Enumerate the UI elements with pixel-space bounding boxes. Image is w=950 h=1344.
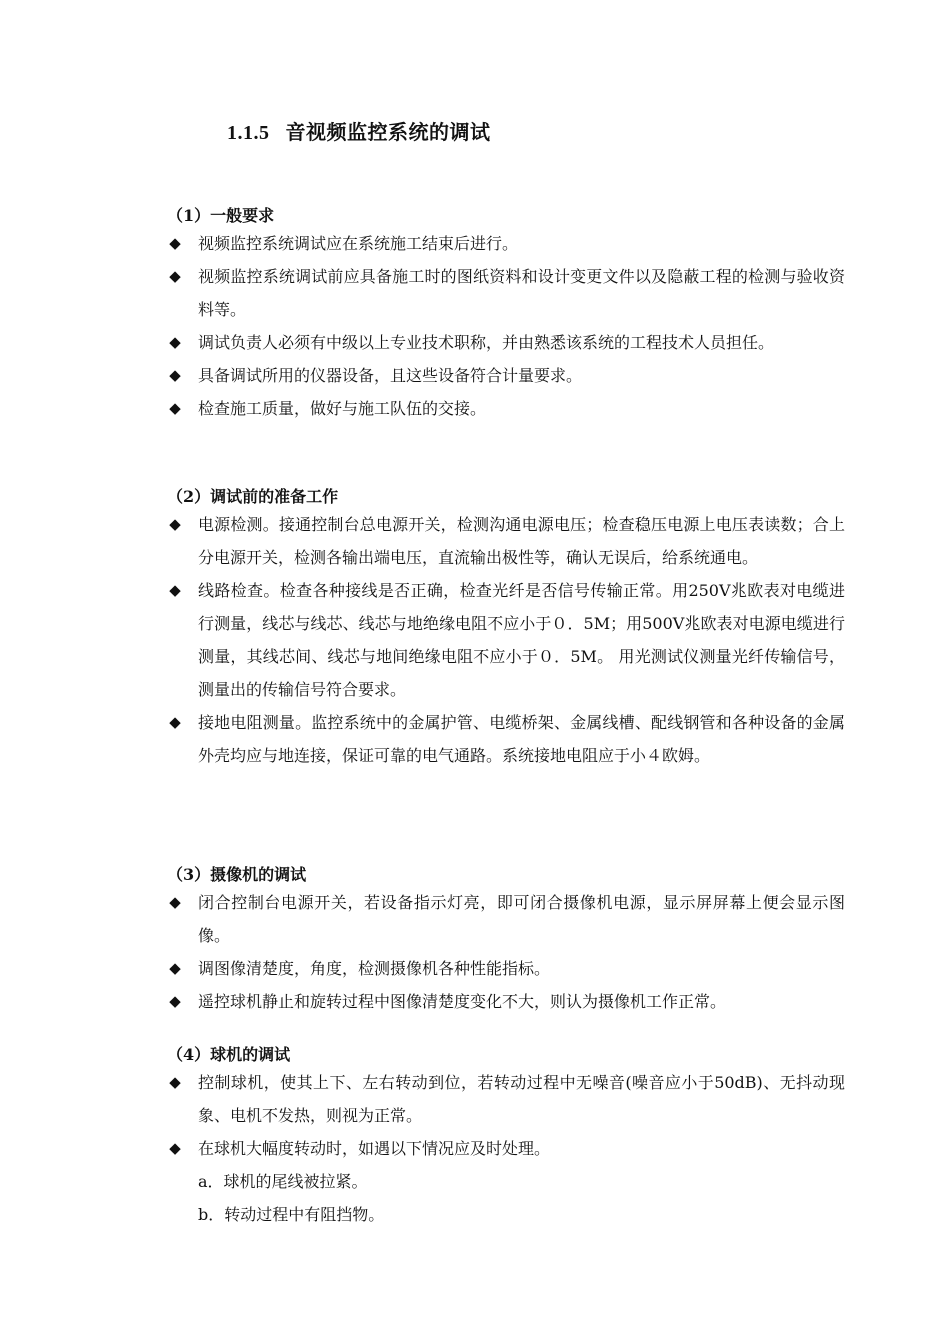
list-item: ◆ 视频监控系统调试前应具备施工时的图纸资料和设计变更文件以及隐蔽工程的检测与验收资料等。 xyxy=(165,260,845,326)
section-dome-camera-debugging xyxy=(165,1044,845,1231)
title-number: 1.1.5 xyxy=(227,122,270,144)
section-heading: （1）一般要求 xyxy=(167,206,275,225)
black-diamond-icon: ◆ xyxy=(169,333,181,351)
list-item: ◆ 接地电阻测量。监控系统中的金属护管、电缆桥架、金属线槽、配线钢管和各种设备的金属外壳均应与地连接，保证可靠的电气通路。系统接地电阻应于小４欧姆。 xyxy=(165,706,845,772)
black-diamond-icon: ◆ xyxy=(169,713,181,731)
black-diamond-icon: ◆ xyxy=(169,267,181,285)
black-diamond-icon: ◆ xyxy=(169,515,181,533)
section-heading: （2）调试前的准备工作 xyxy=(167,487,339,506)
section-heading: （4）球机的调试 xyxy=(167,1045,291,1064)
list-item: ◆ 视频监控系统调试应在系统施工结束后进行。 xyxy=(165,227,845,260)
list-item: ◆ 遥控球机静止和旋转过程中图像清楚度变化不大，则认为摄像机工作正常。 xyxy=(165,985,845,1018)
black-diamond-icon: ◆ xyxy=(169,366,181,384)
section-heading: （3）摄像机的调试 xyxy=(167,865,307,884)
black-diamond-icon: ◆ xyxy=(169,1139,181,1157)
section-camera-debugging xyxy=(165,864,845,1018)
black-diamond-icon: ◆ xyxy=(169,992,181,1010)
black-diamond-icon: ◆ xyxy=(169,581,181,599)
list-item: ◆ 具备调试所用的仪器设备，且这些设备符合计量要求。 xyxy=(165,359,845,392)
section-general-requirements xyxy=(165,205,845,425)
list-item: ◆ 电源检测。接通控制台总电源开关，检测沟通电源电压；检查稳压电源上电压表读数；合上分电源开关，检测各输出端电压，直流输出极性等，确认无误后，给系统通电。 xyxy=(165,508,845,574)
list-item: ◆ 调试负责人必须有中级以上专业技术职称，并由熟悉该系统的工程技术人员担任。 xyxy=(165,326,845,359)
list-item: ◆ 控制球机，使其上下、左右转动到位，若转动过程中无噪音(噪音应小于50dB)、无抖动现象、电机不发热，则视为正常。 xyxy=(165,1066,845,1132)
sub-list-item: a．球机的尾线被拉紧。 xyxy=(198,1172,368,1191)
black-diamond-icon: ◆ xyxy=(169,893,181,911)
list-item: ◆ 在球机大幅度转动时，如遇以下情况应及时处理。 xyxy=(165,1132,845,1165)
black-diamond-icon: ◆ xyxy=(169,399,181,417)
black-diamond-icon: ◆ xyxy=(169,959,181,977)
list-item: ◆ 调图像清楚度，角度，检测摄像机各种性能指标。 xyxy=(165,952,845,985)
page-title xyxy=(227,116,491,145)
black-diamond-icon: ◆ xyxy=(169,234,181,252)
title-text: 音视频监控系统的调试 xyxy=(285,120,491,144)
section-preparation xyxy=(165,486,845,772)
black-diamond-icon: ◆ xyxy=(169,1073,181,1091)
sub-list-item: b．转动过程中有阻挡物。 xyxy=(198,1205,385,1224)
list-item: ◆ 检查施工质量，做好与施工队伍的交接。 xyxy=(165,392,845,425)
list-item: ◆ 闭合控制台电源开关，若设备指示灯亮，即可闭合摄像机电源，显示屏屏幕上便会显示图像。 xyxy=(165,886,845,952)
list-item: ◆ 线路检查。检查各种接线是否正确，检查光纤是否信号传输正常。用250V兆欧表对电缆进行测量，线芯与线芯、线芯与地绝缘电阻不应小于０．5M；用500V兆欧表对电源电缆进行测量，其线芯间、线芯与地间绝缘电阻不应小于０．5M。 用光测试仪测量光纤传输信号，测量出的传输信号符合要求。 xyxy=(165,574,845,706)
